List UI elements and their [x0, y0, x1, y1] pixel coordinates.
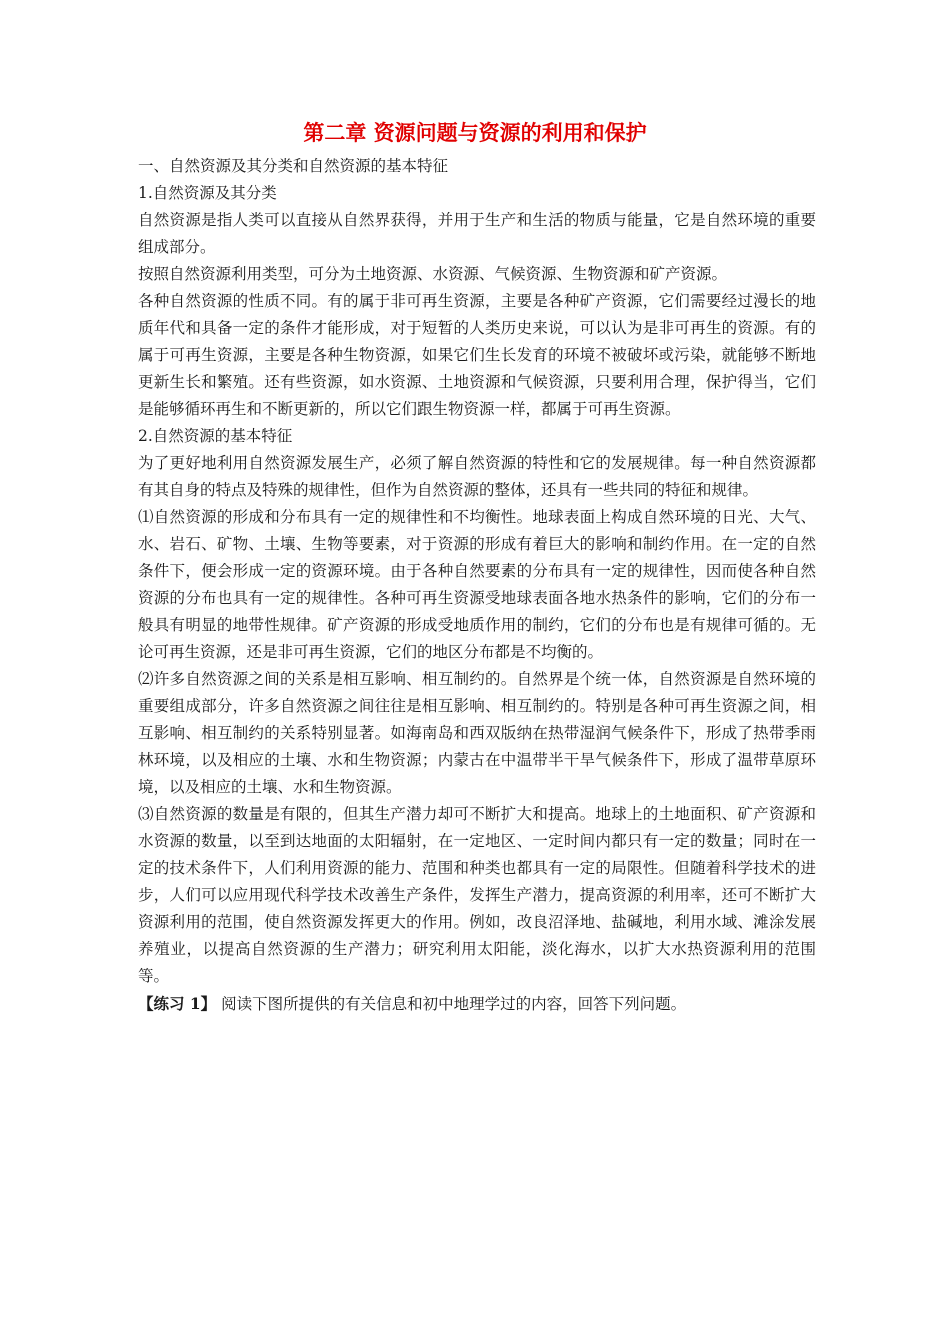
- paragraph-nature: 各种自然资源的性质不同。有的属于非可再生资源，主要是各种矿产资源，它们需要经过漫长的地质年代和具备一定的条件才能形成，对于短暂的人类历史来说，可以认为是非可再生的资源。有的属于可再生资源，主要是各种生物资源，如果它们生长发育的环境不被破坏或污染，就能够不断地更新生长和繁殖。还有些资源，如水资源、土地资源和气候资源，只要利用合理，保护得当，它们是能够循环再生和不断更新的，所以它们跟生物资源一样，都属于可再生资源。: [138, 292, 816, 418]
- paragraph-definition: 自然资源是指人类可以直接从自然界获得，并用于生产和生活的物质与能量，它是自然环境的重要组成部分。: [138, 211, 816, 256]
- section-heading: 一、自然资源及其分类和自然资源的基本特征: [138, 157, 449, 175]
- feature-point-1: ⑴自然资源的形成和分布具有一定的规律性和不均衡性。地球表面上构成自然环境的日光、大气、水、岩石、矿物、土壤、生物等要素，对于资源的形成有着巨大的影响和制约作用。在一定的自然条件下，便会形成一定的资源环境。由于各种自然要素的分布具有一定的规律性，因而使各种自然资源的分布也具有一定的规律性。各种可再生资源受地球表面各地水热条件的影响，它们的分布一般具有明显的地带性规律。矿产资源的形成受地质作用的制约，它们的分布也是有规律可循的。无论可再生资源，还是非可再生资源，它们的地区分布都是不均衡的。: [138, 508, 816, 661]
- paragraph-intro: 为了更好地利用自然资源发展生产，必须了解自然资源的特性和它的发展规律。每一种自然资源都有其自身的特点及特殊的规律性，但作为自然资源的整体，还具有一些共同的特征和规律。: [138, 454, 816, 499]
- feature-point-2: ⑵许多自然资源之间的关系是相互影响、相互制约的。自然界是个统一体，自然资源是自然环境的重要组成部分，许多自然资源之间往往是相互影响、相互制约的。特别是各种可再生资源之间，相互影响、相互制约的关系特别显著。如海南岛和西双版纳在热带湿润气候条件下，形成了热带季雨林环境，以及相应的土壤、水和生物资源；内蒙古在中温带半干旱气候条件下，形成了温带草原环境，以及相应的土壤、水和生物资源。: [138, 670, 816, 796]
- chapter-title: 第二章 资源问题与资源的利用和保护: [303, 121, 647, 145]
- exercise-label: 【练习 1】: [138, 994, 217, 1013]
- feature-point-3: ⑶自然资源的数量是有限的，但其生产潜力却可不断扩大和提高。地球上的土地面积、矿产资源和水资源的数量，以至到达地面的太阳辐射，在一定地区、一定时间内都只有一定的数量；同时在一定的技术条件下，人们利用资源的能力、范围和种类也都具有一定的局限性。但随着科学技术的进步，人们可以应用现代科学技术改善生产条件，发挥生产潜力，提高资源的利用率，还可不断扩大资源利用的范围，使自然资源发挥更大的作用。例如，改良沼泽地、盐碱地，利用水域、滩涂发展养殖业，以提高自然资源的生产潜力；研究利用太阳能，淡化海水，以扩大水热资源利用的范围等。: [138, 805, 816, 985]
- document-body: [138, 153, 816, 1018]
- subsection-heading-features: 2.自然资源的基本特征: [138, 427, 293, 445]
- exercise-text: 阅读下图所提供的有关信息和初中地理学过的内容，回答下列问题。: [216, 995, 687, 1013]
- paragraph-types: 按照自然资源利用类型，可分为土地资源、水资源、气候资源、生物资源和矿产资源。: [138, 265, 728, 283]
- subsection-heading-classification: 1.自然资源及其分类: [138, 184, 277, 202]
- exercise-line: [138, 990, 816, 1018]
